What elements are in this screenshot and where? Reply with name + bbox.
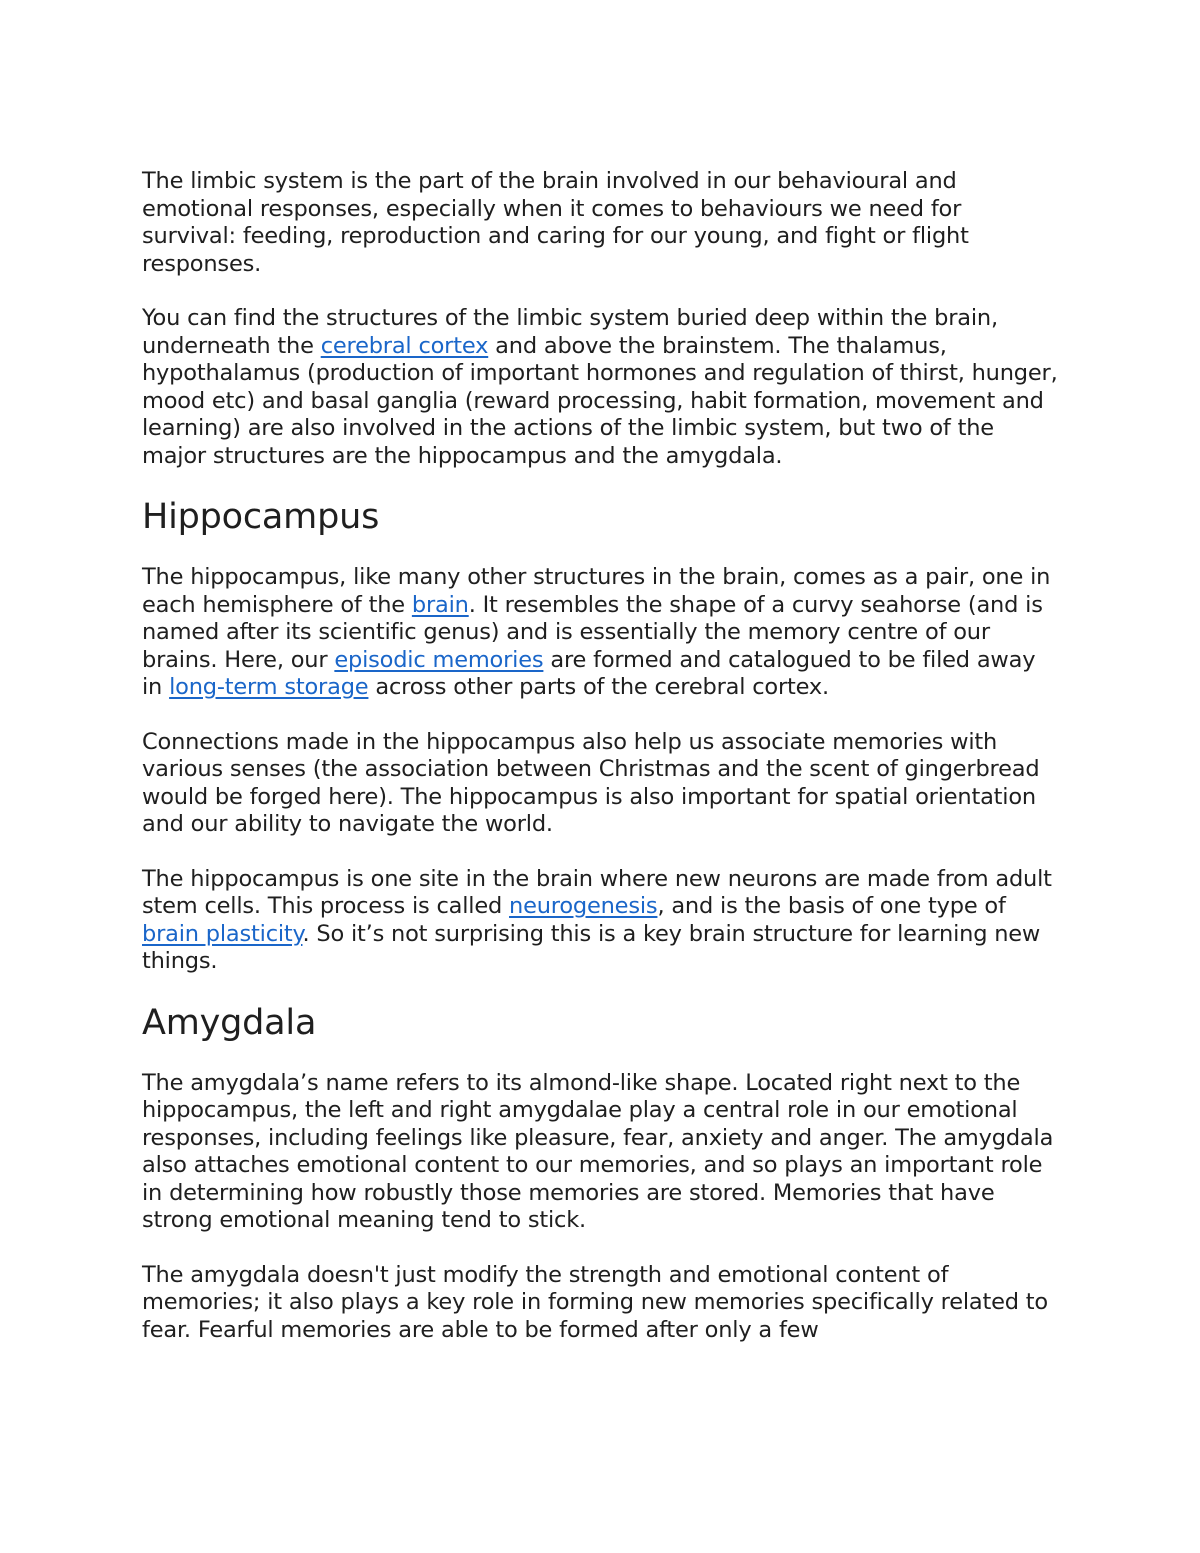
hippocampus-text-1d: across other parts of the cerebral cortex. (368, 674, 829, 700)
hippocampus-text-1c: are formed and catalogued to be filed away in (142, 646, 1036, 700)
document-page (142, 168, 1062, 1371)
brain-plasticity-link[interactable]: brain plasticity (142, 920, 303, 947)
hippocampus-text-1b: . It resembles the shape of a curvy seahorse (and is named after its scientific genus) and is essentially the memory centre of our brains. Here, our (142, 591, 1043, 673)
neurogenesis-link[interactable]: neurogenesis (509, 893, 658, 919)
amygdala-heading: Amygdala (142, 1002, 317, 1043)
intro-text-1: The limbic system is the part of the brain involved in our behavioural and emotional responses, especially when it comes to behaviours we need for survival: feeding, reproduction and caring for our young, and fight or flight responses. (142, 168, 969, 277)
amygdala-paragraph-2 (142, 1262, 1062, 1345)
hippocampus-text-3a: The hippocampus is one site in the brain where new neurons are made from adult stem cells. This process is called (142, 865, 1052, 919)
cerebral-cortex-link[interactable]: cerebral cortex (320, 332, 489, 359)
hippocampus-text-3b: , and is the basis of one type of (657, 893, 1006, 919)
brain-link[interactable]: brain (411, 591, 469, 618)
hippocampus-paragraph-1 (142, 564, 1062, 702)
intro-paragraph-2 (142, 305, 1062, 470)
hippocampus-paragraph-2 (142, 729, 1062, 839)
hippocampus-text-2: Connections made in the hippocampus also help us associate memories with various senses (the association between Christmas and the scent of gingerbread would be forged here). The hippocampus is also important for spatial orientation and our ability to navigate the world. (142, 728, 1040, 837)
episodic-memories-link[interactable]: episodic memories (334, 646, 544, 673)
intro-text-2b: and above the brainstem. The thalamus, hypothalamus (production of important hormones and regulation of thirst, hunger, mood etc) and basal ganglia (reward processing, habit formation, movement and learning) are also involved in the actions of the limbic system, but two of the major structures are the hippocampus and the amygdala. (142, 332, 1058, 469)
long-term-storage-link[interactable]: long-term storage (169, 674, 369, 700)
hippocampus-text-3c: . So it’s not surprising this is a key brain structure for learning new things. (142, 920, 1041, 974)
amygdala-paragraph-1 (142, 1070, 1062, 1235)
amygdala-text-1: The amygdala’s name refers to its almond-like shape. Located right next to the hippocampus, the left and right amygdalae play a central role in our emotional responses, including feelings like pleasure, fear, anxiety and anger. The amygdala also attaches emotional content to our memories, and so plays an important role in determining how robustly those memories are stored. Memories that have strong emotional meaning tend to stick. (142, 1069, 1054, 1233)
amygdala-text-2: The amygdala doesn't just modify the strength and emotional content of memories; it also plays a key role in forming new memories specifically related to fear. Fearful memories are able to be formed after only a few (142, 1261, 1048, 1343)
hippocampus-heading: Hippocampus (142, 497, 380, 537)
intro-text-2a: You can find the structures of the limbic system buried deep within the brain, underneath the (142, 305, 998, 359)
intro-paragraph-1 (142, 168, 1062, 278)
hippocampus-paragraph-3 (142, 866, 1062, 976)
hippocampus-text-1a: The hippocampus, like many other structures in the brain, comes as a pair, one in each hemisphere of the (142, 564, 1051, 618)
